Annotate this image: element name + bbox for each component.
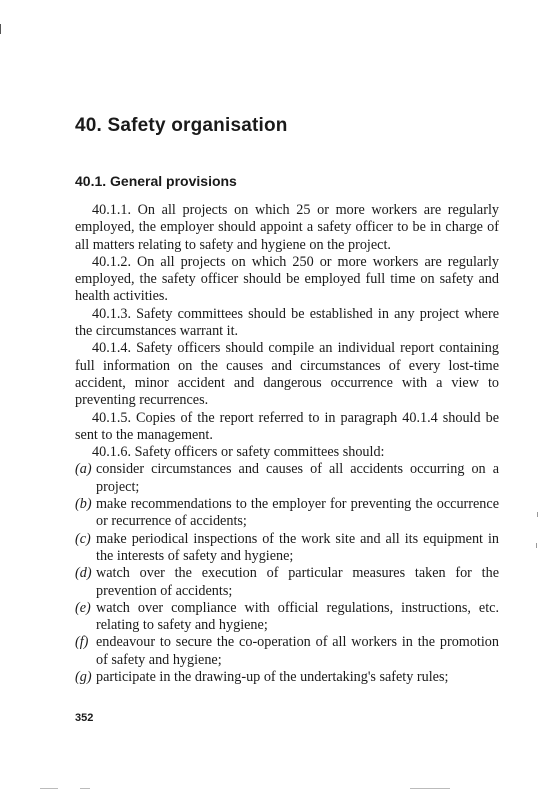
scan-margin-tick: [537, 512, 538, 517]
list-item-text: make recommendations to the employer for preventing the occurrence or recurrence of accidents;: [96, 496, 499, 530]
paragraph-40-1-4: 40.1.4. Safety officers should compile an individual report containing full information on the causes and circumstances of every lost-time accident, minor accident and dangerous occurrence with a view to preventing recurrences.: [75, 340, 499, 409]
scan-speck: [410, 788, 450, 789]
list-item-label: (g): [75, 669, 92, 686]
chapter-title: 40. Safety organisation: [75, 115, 288, 136]
list-item-label: (e): [75, 599, 91, 616]
list-item-b: [75, 496, 499, 531]
section-title: 40.1. General provisions: [75, 173, 237, 189]
paragraph-40-1-6: 40.1.6. Safety officers or safety committees should:: [92, 444, 385, 461]
list-item-label: (b): [75, 496, 92, 513]
list-item-text: endeavour to secure the co-operation of all workers in the promotion of safety and hygiene;: [96, 634, 499, 668]
list-item-text: make periodical inspections of the work site and all its equipment in the interests of safety and hygiene;: [96, 530, 499, 564]
list-item-label: (c): [75, 530, 91, 547]
scan-speck: [40, 788, 58, 789]
paragraph-40-1-3: 40.1.3. Safety committees should be established in any project where the circumstances warrant it.: [75, 305, 499, 340]
list-item-label: (f): [75, 634, 89, 651]
duties-list: [75, 461, 499, 686]
list-item-c: [75, 531, 499, 566]
list-item-text: participate in the drawing-up of the undertaking's safety rules;: [96, 669, 449, 686]
list-item-d: [75, 565, 499, 600]
list-item-a: [75, 461, 499, 496]
list-item-e: [75, 600, 499, 635]
list-item-text: watch over compliance with official regulations, instructions, etc. relating to safety and hygiene;: [96, 599, 499, 634]
scan-speck: [80, 788, 90, 789]
scan-margin-tick: [536, 543, 537, 548]
body-text: [75, 202, 499, 686]
scan-edge-mark: [0, 24, 1, 34]
list-item-label: (d): [75, 565, 92, 582]
list-item-f: [75, 634, 499, 669]
list-item-label: (a): [75, 461, 92, 478]
paragraph-40-1-5: 40.1.5. Copies of the report referred to in paragraph 40.1.4 should be sent to the management.: [75, 409, 499, 443]
paragraph-40-1-2: 40.1.2. On all projects on which 250 or more workers are regularly employed, the safety officer should be employed full time on safety and health activities.: [75, 253, 499, 305]
list-item-g: [75, 669, 499, 686]
page-number: 352: [75, 712, 94, 724]
list-item-text: watch over the execution of particular measures taken for the prevention of accidents;: [96, 565, 499, 599]
list-item-text: consider circumstances and causes of all accidents occurring on a project;: [96, 461, 499, 495]
paragraph-40-1-1: 40.1.1. On all projects on which 25 or more workers are regularly employed, the employer should appoint a safety officer to be in charge of all matters relating to safety and hygiene on the project.: [75, 202, 499, 253]
